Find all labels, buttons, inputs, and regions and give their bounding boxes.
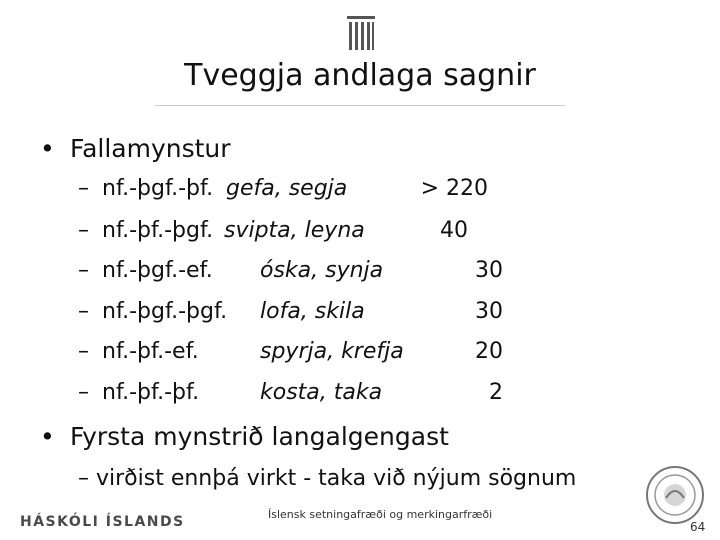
slide-title: Tveggja andlaga sagnir bbox=[184, 58, 536, 93]
verb-count: 20 bbox=[475, 339, 503, 364]
page-number: 64 bbox=[690, 520, 706, 534]
example-verbs: lofa, skila bbox=[260, 299, 365, 324]
pattern-row bbox=[78, 218, 518, 248]
dash-marker: – bbox=[78, 176, 89, 201]
bullet-dot: • bbox=[40, 134, 55, 163]
university-logo-text: HÁSKÓLI ÍSLANDS bbox=[20, 514, 185, 530]
dash-marker: – bbox=[78, 466, 89, 491]
bullet-text: Fyrsta mynstrið langalgengast bbox=[70, 422, 449, 451]
example-verbs: svipta, leyna bbox=[224, 218, 365, 243]
example-verbs: óska, synja bbox=[260, 258, 384, 283]
sub-bullet bbox=[78, 466, 576, 491]
bullet-fallamynstur bbox=[40, 134, 231, 163]
verb-count: 40 bbox=[440, 218, 468, 243]
example-verbs: gefa, segja bbox=[226, 176, 348, 201]
dash-marker: – bbox=[78, 380, 89, 405]
verb-count: > 220 bbox=[420, 176, 488, 201]
bullet-text: Fallamynstur bbox=[70, 134, 231, 163]
pattern-row bbox=[78, 299, 518, 329]
bullet-fyrsta-mynstrid bbox=[40, 422, 449, 451]
pattern-row bbox=[78, 176, 518, 206]
example-verbs: spyrja, krefja bbox=[260, 339, 404, 364]
dash-marker: – bbox=[78, 258, 89, 283]
sub-bullet-text: virðist ennþá virkt - taka við nýjum sögnum bbox=[96, 466, 577, 491]
footer-course-title: Íslensk setningafræði og merkingarfræði bbox=[268, 508, 493, 521]
dash-marker: – bbox=[78, 218, 89, 243]
dash-marker: – bbox=[78, 299, 89, 324]
case-pattern: nf.-þgf.-þf. bbox=[102, 176, 214, 201]
case-pattern: nf.-þgf.-þgf. bbox=[102, 299, 228, 324]
bullet-dot: • bbox=[40, 422, 55, 451]
dash-marker: – bbox=[78, 339, 89, 364]
case-pattern: nf.-þf.-þf. bbox=[102, 380, 200, 405]
case-pattern: nf.-þf.-ef. bbox=[102, 339, 199, 364]
example-verbs: kosta, taka bbox=[260, 380, 383, 405]
verb-count: 2 bbox=[489, 380, 503, 405]
pattern-row bbox=[78, 258, 518, 288]
verb-count: 30 bbox=[475, 299, 503, 324]
verb-count: 30 bbox=[475, 258, 503, 283]
case-pattern: nf.-þf.-þgf. bbox=[102, 218, 214, 243]
case-pattern: nf.-þgf.-ef. bbox=[102, 258, 213, 283]
university-seal-icon bbox=[644, 464, 706, 526]
pattern-row bbox=[78, 380, 518, 410]
university-columns-icon bbox=[345, 14, 377, 54]
title-divider bbox=[155, 105, 565, 106]
pattern-row bbox=[78, 339, 518, 369]
